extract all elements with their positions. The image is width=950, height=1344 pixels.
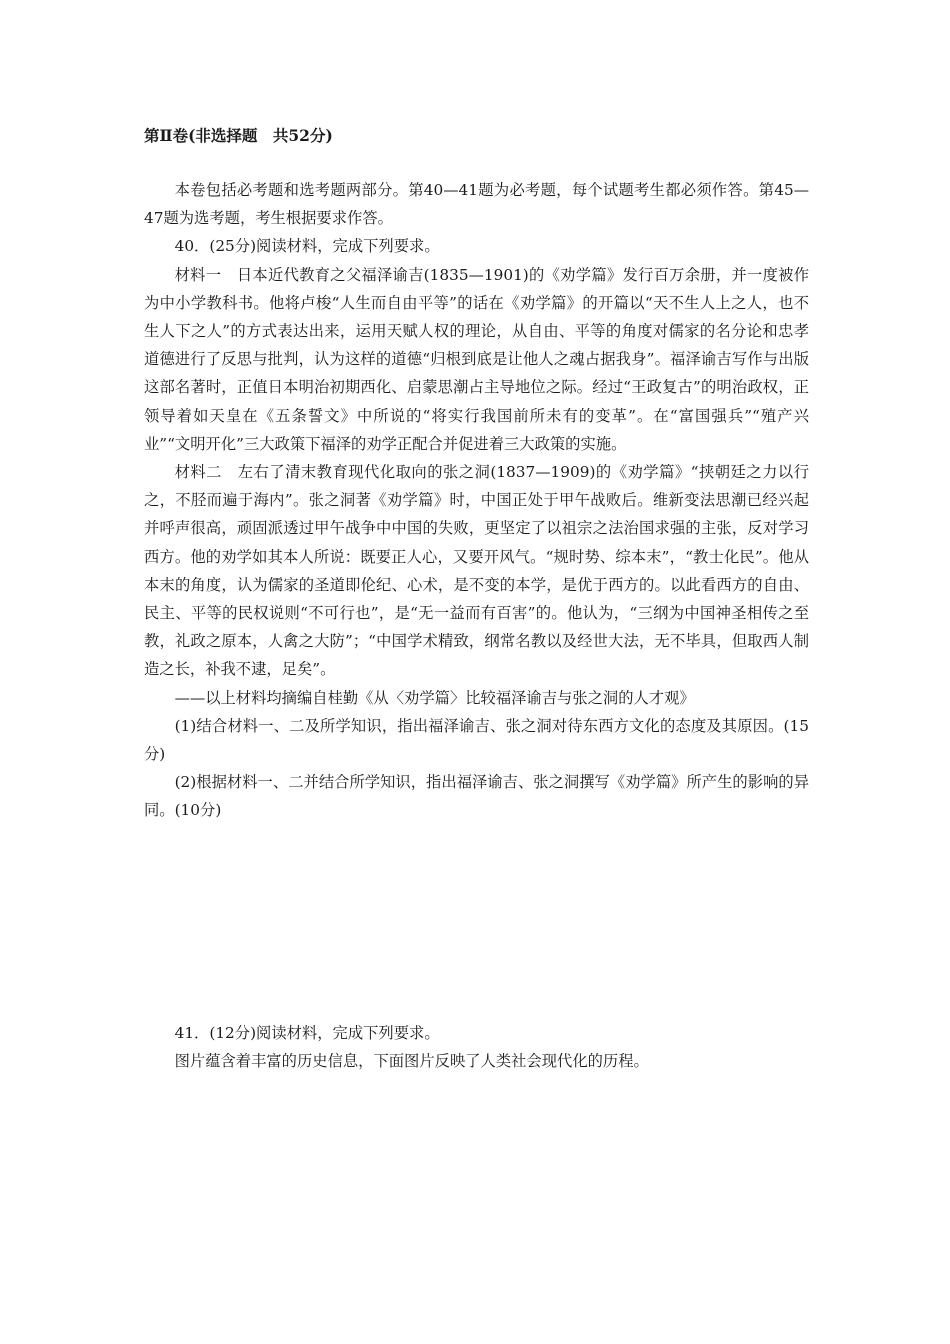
question-41-stem: 41．(12分)阅读材料，完成下列要求。 bbox=[174, 1024, 440, 1042]
question-40-part-2: (2)根据材料一、二并结合所学知识，指出福泽谕吉、张之洞撰写《劝学篇》所产生的影响的异同。(10分) bbox=[144, 773, 809, 820]
question-40-block bbox=[144, 176, 809, 825]
question-40-part-1: (1)结合材料一、二及所学知识，指出福泽谕吉、张之洞对待东西方文化的态度及其原因。(15分) bbox=[144, 716, 809, 764]
question-40-stem: 40．(25分)阅读材料，完成下列要求。 bbox=[174, 237, 440, 256]
material-2-paragraph: 材料二 左右了清末教育现代化取向的张之洞(1837—1909)的《劝学篇》“挟朝廷之力以行之，不胫而遍于海内”。张之洞著《劝学篇》时，中国正处于甲午战败后。维新变法思潮已经兴起并呼声很高，顽固派透过甲午战争中中国的失败，更坚定了以祖宗之法治国求强的主张，反对学习西方。他的劝学如其本人所说：既要正人心，又要开风气。“规时势、综本末”，“教士化民”。他从本末的角度，认为儒家的圣道即伦纪、心术，是不变的本学，是优于西方的。以此看西方的自由、民主、平等的民权说则“不可行也”，是“无一益而有百害”的。他认为，“三纲为中国神圣相传之至教，礼政之原本，人禽之大防”；“中国学术精致，纲常名教以及经世大法，无不毕具，但取西人制造之长，补我不逮，足矣”。 bbox=[144, 463, 809, 679]
question-41-block bbox=[144, 1019, 809, 1075]
material-1-paragraph: 材料一 日本近代教育之父福泽谕吉(1835—1901)的《劝学篇》发行百万余册，并一度被作为中小学教科书。他将卢梭“人生而自由平等”的话在《劝学篇》的开篇以“天不生人上之人，也不生人下之人”的方式表达出来，运用天赋人权的理论，从自由、平等的角度对儒家的名分论和忠孝道德进行了反思与批判，认为这样的道德“归根到底是让他人之魂占据我身”。福泽谕吉写作与出版这部名著时，正值日本明治初期西化、启蒙思潮占主导地位之际。经过“王政复古”的明治政权，正领导着如天皇在《五条誓文》中所说的“将实行我国前所未有的变革”。在“富国强兵”“殖产兴业”“文明开化”三大政策下福泽的劝学正配合并促进着三大政策的实施。 bbox=[144, 265, 809, 453]
material-source: ——以上材料均摘编自桂勤《从〈劝学篇〉比较福泽谕吉与张之洞的人才观》 bbox=[174, 688, 695, 707]
intro-paragraph: 本卷包括必考题和选考题两部分。第40—41题为必考题，每个试题考生都必须作答。第45—47题为选考题，考生根据要求作答。 bbox=[144, 181, 809, 228]
question-41-text: 图片蕴含着丰富的历史信息，下面图片反映了人类社会现代化的历程。 bbox=[174, 1052, 649, 1071]
section-title: 第Ⅱ卷(非选择题 共52分) bbox=[144, 126, 333, 145]
